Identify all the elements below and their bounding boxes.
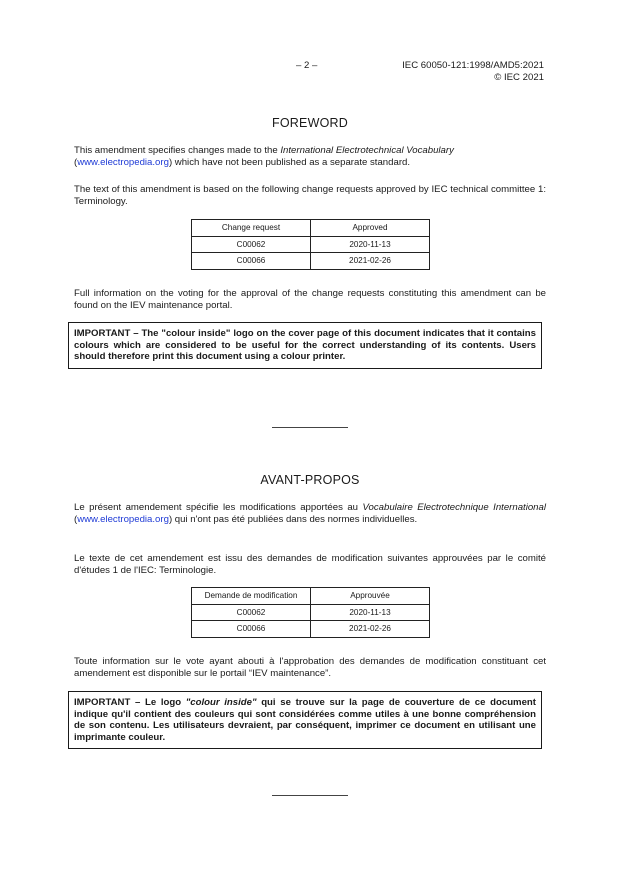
foreword-paragraph-3: Full information on the voting for the approval of the change requests constituting this amendment can be found on the IEV maintenance portal. — [74, 288, 546, 311]
text: ) qui n'ont pas été publiées dans des normes individuelles. — [168, 513, 418, 525]
change-request-table — [191, 219, 430, 270]
electropedia-link[interactable]: www.electropedia.org — [77, 513, 169, 525]
text: ( — [74, 156, 78, 168]
table-header-row — [192, 220, 430, 237]
colour-inside-notice-fr — [68, 691, 542, 749]
foreword-paragraph-2: The text of this amendment is based on the following change requests approved by IEC technical committee 1: Terminology. — [74, 184, 546, 207]
column-header: Change request — [192, 220, 311, 237]
column-header: Approved — [311, 220, 430, 237]
change-request-id: C00066 — [192, 621, 311, 638]
foreword-title: FOREWORD — [272, 116, 348, 130]
section-divider — [272, 795, 348, 796]
foreword-paragraph-1 — [74, 145, 546, 168]
text: IMPORTANT – Le logo — [74, 697, 186, 708]
column-header: Approuvée — [311, 588, 430, 605]
approval-date: 2020-11-13 — [311, 236, 430, 253]
page-number: – 2 – — [296, 60, 318, 71]
table-row — [192, 604, 430, 621]
avant-propos-title: AVANT-PROPOS — [260, 473, 360, 487]
table-row — [192, 621, 430, 638]
table-row — [192, 236, 430, 253]
change-request-id: C00066 — [192, 253, 311, 270]
change-request-id: C00062 — [192, 236, 311, 253]
avant-propos-paragraph-3: Toute information sur le vote ayant abouti à l'approbation des demandes de modification constituant cet amendement est disponible sur le portail “IEV maintenance”. — [74, 656, 546, 679]
text: Le présent amendement spécifie les modifications apportées au — [74, 502, 363, 513]
text: qui se trouve sur la page de couverture de ce document indique qu'il contient des couleurs qui sont considérées comme utiles à une bonne compréhension de son contenu. Les utilisateurs devraient, par conséquent, imprimer ce document en utilisant une imprimante couleur. — [74, 697, 536, 743]
vocabulary-title: Vocabulaire Electrotechnique International — [362, 502, 546, 513]
approval-date: 2021-02-26 — [311, 621, 430, 638]
table-row — [192, 253, 430, 270]
copyright-notice: © IEC 2021 — [494, 71, 544, 83]
section-divider — [272, 427, 348, 428]
column-header: Demande de modification — [192, 588, 311, 605]
demande-modification-table — [191, 587, 430, 638]
colour-inside-notice: IMPORTANT – The "colour inside" logo on the cover page of this document indicates that it contains colours which are considered to be useful for the correct understanding of its contents. Users should therefore print this document using a colour printer. — [68, 322, 542, 369]
vocabulary-title: International Electrotechnical Vocabulary — [280, 145, 454, 156]
electropedia-link[interactable]: www.electropedia.org — [77, 156, 169, 168]
approval-date: 2021-02-26 — [311, 253, 430, 270]
avant-propos-paragraph-1 — [74, 502, 546, 525]
text: This amendment specifies changes made to the — [74, 145, 281, 156]
logo-name: "colour inside" — [185, 697, 257, 708]
change-request-id: C00062 — [192, 604, 311, 621]
approval-date: 2020-11-13 — [311, 604, 430, 621]
standard-reference: IEC 60050-121:1998/AMD5:2021 — [402, 60, 544, 71]
table-header-row — [192, 588, 430, 605]
avant-propos-paragraph-2: Le texte de cet amendement est issu des demandes de modification suivantes approuvées par le comité d'études 1 de l'IEC: Terminologie. — [74, 553, 546, 576]
text: ) which have not been published as a separate standard. — [168, 156, 411, 168]
document-reference — [402, 60, 544, 83]
text: ( — [74, 513, 78, 525]
